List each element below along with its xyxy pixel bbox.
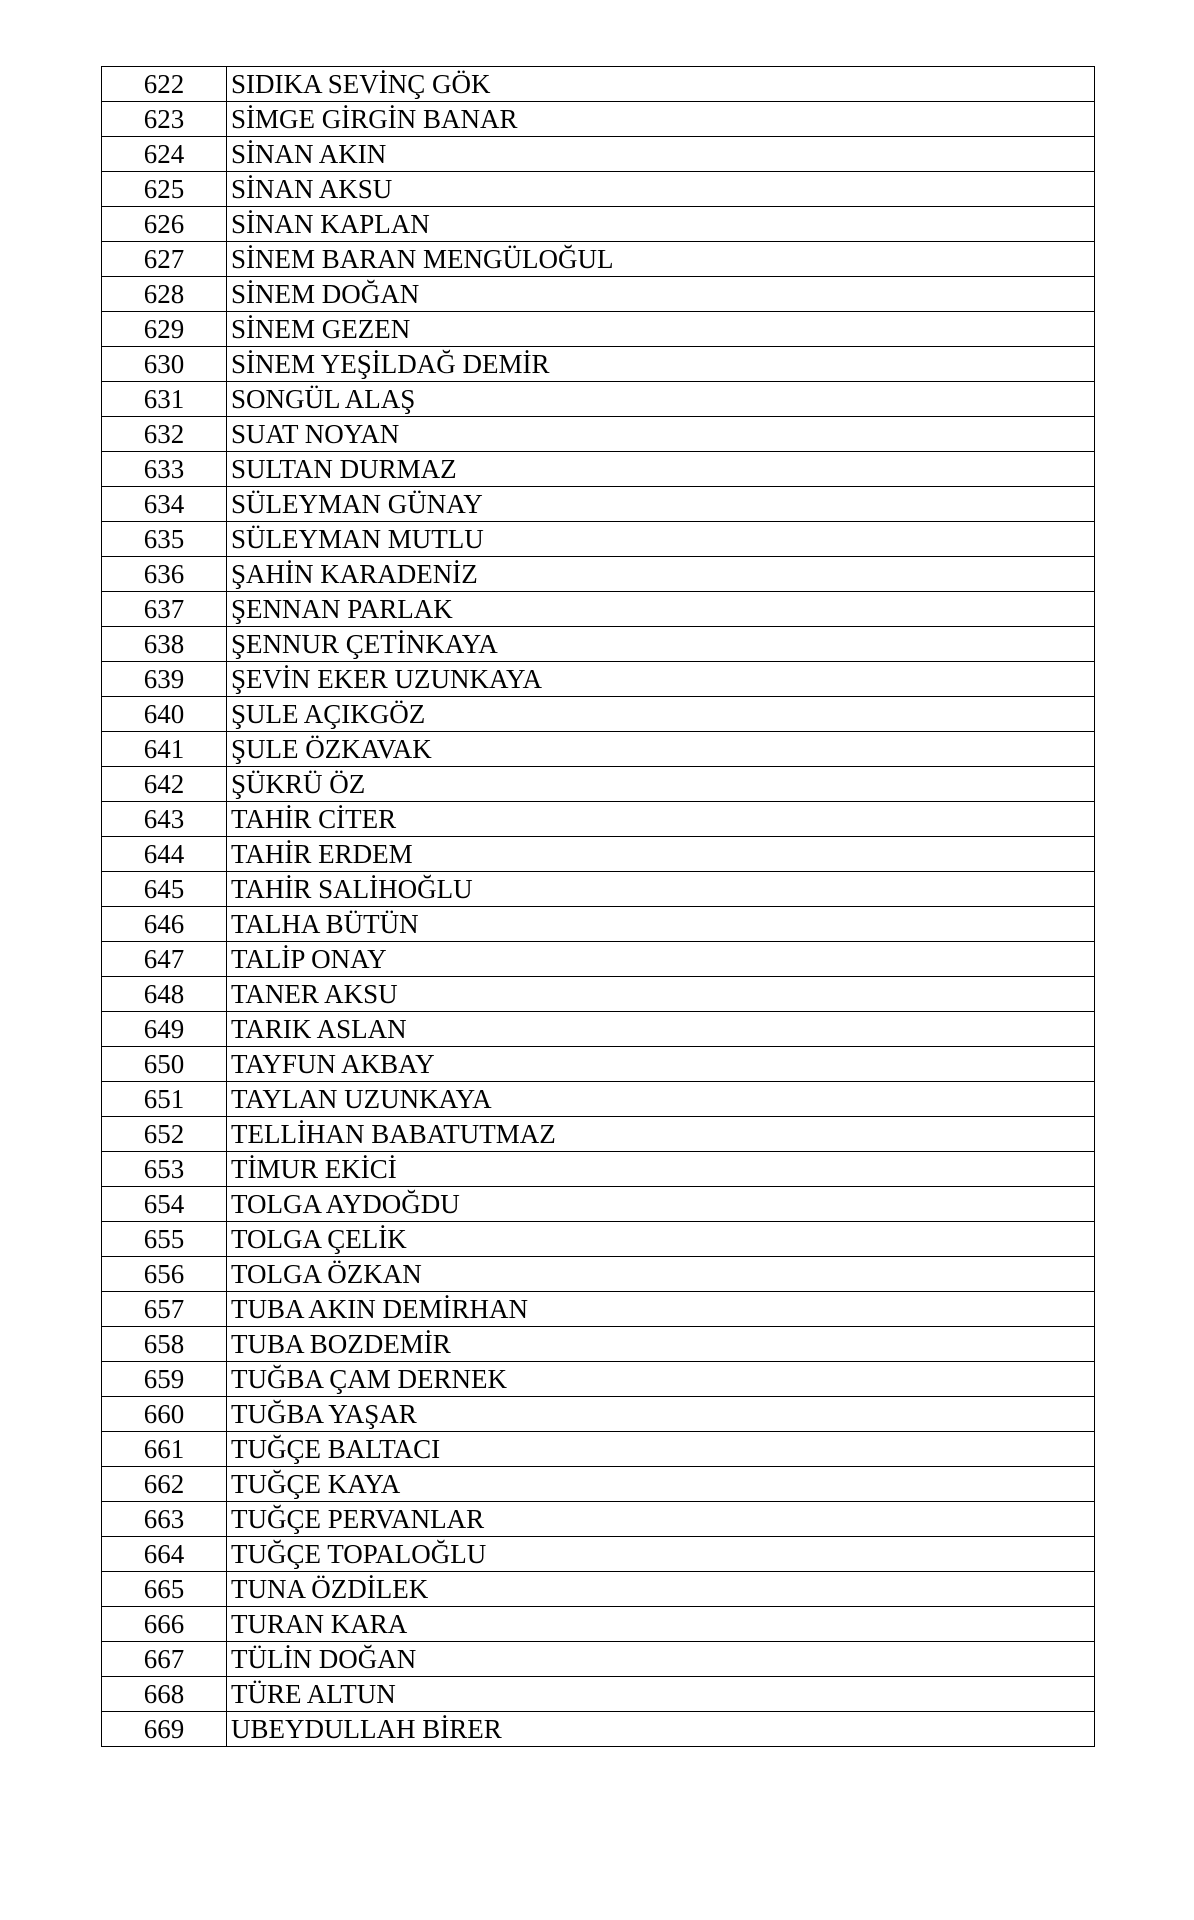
row-number-cell: 635	[102, 522, 227, 557]
row-number-cell: 665	[102, 1572, 227, 1607]
row-number-cell: 644	[102, 837, 227, 872]
table-row	[102, 837, 1095, 872]
table-row	[102, 102, 1095, 137]
row-name-cell: TUĞÇE KAYA	[227, 1467, 1095, 1502]
table-row	[102, 487, 1095, 522]
row-number-cell: 656	[102, 1257, 227, 1292]
row-number-cell: 628	[102, 277, 227, 312]
name-list-table	[101, 66, 1095, 1747]
row-number-cell: 666	[102, 1607, 227, 1642]
row-name-cell: TOLGA ÖZKAN	[227, 1257, 1095, 1292]
row-name-cell: SIDIKA SEVİNÇ GÖK	[227, 67, 1095, 102]
row-name-cell: TOLGA AYDOĞDU	[227, 1187, 1095, 1222]
row-number-cell: 623	[102, 102, 227, 137]
table-row	[102, 942, 1095, 977]
table-row	[102, 1327, 1095, 1362]
row-number-cell: 639	[102, 662, 227, 697]
table-row	[102, 522, 1095, 557]
row-name-cell: ŞENNUR ÇETİNKAYA	[227, 627, 1095, 662]
row-number-cell: 642	[102, 767, 227, 802]
table-row	[102, 1607, 1095, 1642]
row-number-cell: 668	[102, 1677, 227, 1712]
table-row	[102, 592, 1095, 627]
row-name-cell: TUĞBA ÇAM DERNEK	[227, 1362, 1095, 1397]
table-row	[102, 907, 1095, 942]
row-number-cell: 659	[102, 1362, 227, 1397]
row-number-cell: 630	[102, 347, 227, 382]
row-number-cell: 654	[102, 1187, 227, 1222]
row-name-cell: TÜRE ALTUN	[227, 1677, 1095, 1712]
row-name-cell: TALİP ONAY	[227, 942, 1095, 977]
table-row	[102, 67, 1095, 102]
table-row	[102, 1712, 1095, 1747]
row-number-cell: 661	[102, 1432, 227, 1467]
table-row	[102, 1152, 1095, 1187]
row-name-cell: TİMUR EKİCİ	[227, 1152, 1095, 1187]
row-name-cell: TAYLAN UZUNKAYA	[227, 1082, 1095, 1117]
row-name-cell: SİNAN KAPLAN	[227, 207, 1095, 242]
row-name-cell: TAHİR ERDEM	[227, 837, 1095, 872]
row-number-cell: 651	[102, 1082, 227, 1117]
row-number-cell: 646	[102, 907, 227, 942]
row-name-cell: SİNEM BARAN MENGÜLOĞUL	[227, 242, 1095, 277]
table-row	[102, 1187, 1095, 1222]
row-number-cell: 663	[102, 1502, 227, 1537]
row-number-cell: 652	[102, 1117, 227, 1152]
row-name-cell: ŞULE AÇIKGÖZ	[227, 697, 1095, 732]
row-number-cell: 647	[102, 942, 227, 977]
row-name-cell: TARIK ASLAN	[227, 1012, 1095, 1047]
table-row	[102, 137, 1095, 172]
row-name-cell: SİNAN AKSU	[227, 172, 1095, 207]
row-name-cell: SİNEM GEZEN	[227, 312, 1095, 347]
table-row	[102, 1502, 1095, 1537]
row-name-cell: SULTAN DURMAZ	[227, 452, 1095, 487]
table-row	[102, 207, 1095, 242]
table-row	[102, 242, 1095, 277]
table-body	[102, 67, 1095, 1747]
row-number-cell: 660	[102, 1397, 227, 1432]
table-row	[102, 767, 1095, 802]
row-name-cell: TANER AKSU	[227, 977, 1095, 1012]
row-number-cell: 648	[102, 977, 227, 1012]
table-row	[102, 872, 1095, 907]
row-name-cell: SÜLEYMAN GÜNAY	[227, 487, 1095, 522]
table-row	[102, 277, 1095, 312]
row-number-cell: 626	[102, 207, 227, 242]
table-row	[102, 1467, 1095, 1502]
row-number-cell: 669	[102, 1712, 227, 1747]
row-name-cell: TUĞÇE TOPALOĞLU	[227, 1537, 1095, 1572]
table-row	[102, 662, 1095, 697]
table-row	[102, 1432, 1095, 1467]
row-number-cell: 627	[102, 242, 227, 277]
row-number-cell: 636	[102, 557, 227, 592]
table-row	[102, 417, 1095, 452]
table-row	[102, 1397, 1095, 1432]
row-number-cell: 624	[102, 137, 227, 172]
table-row	[102, 977, 1095, 1012]
table-row	[102, 382, 1095, 417]
row-number-cell: 633	[102, 452, 227, 487]
table-row	[102, 347, 1095, 382]
table-row	[102, 1012, 1095, 1047]
row-number-cell: 658	[102, 1327, 227, 1362]
row-name-cell: TUĞÇE BALTACI	[227, 1432, 1095, 1467]
row-name-cell: TÜLİN DOĞAN	[227, 1642, 1095, 1677]
table-row	[102, 1222, 1095, 1257]
table-row	[102, 172, 1095, 207]
row-name-cell: ŞENNAN PARLAK	[227, 592, 1095, 627]
table-row	[102, 557, 1095, 592]
row-name-cell: SİNEM YEŞİLDAĞ DEMİR	[227, 347, 1095, 382]
row-name-cell: ŞÜKRÜ ÖZ	[227, 767, 1095, 802]
row-number-cell: 657	[102, 1292, 227, 1327]
table-row	[102, 1642, 1095, 1677]
row-name-cell: SONGÜL ALAŞ	[227, 382, 1095, 417]
row-number-cell: 643	[102, 802, 227, 837]
table-row	[102, 1677, 1095, 1712]
row-number-cell: 664	[102, 1537, 227, 1572]
row-number-cell: 649	[102, 1012, 227, 1047]
row-number-cell: 629	[102, 312, 227, 347]
row-name-cell: SİNAN AKIN	[227, 137, 1095, 172]
row-name-cell: SUAT NOYAN	[227, 417, 1095, 452]
row-name-cell: TAHİR CİTER	[227, 802, 1095, 837]
table-row	[102, 1117, 1095, 1152]
table-row	[102, 452, 1095, 487]
row-number-cell: 632	[102, 417, 227, 452]
row-name-cell: TAHİR SALİHOĞLU	[227, 872, 1095, 907]
row-name-cell: UBEYDULLAH BİRER	[227, 1712, 1095, 1747]
row-name-cell: ŞAHİN KARADENİZ	[227, 557, 1095, 592]
row-number-cell: 634	[102, 487, 227, 522]
row-name-cell: TUBA AKIN DEMİRHAN	[227, 1292, 1095, 1327]
row-name-cell: SİNEM DOĞAN	[227, 277, 1095, 312]
table-row	[102, 802, 1095, 837]
row-name-cell: TAYFUN AKBAY	[227, 1047, 1095, 1082]
row-number-cell: 631	[102, 382, 227, 417]
row-number-cell: 622	[102, 67, 227, 102]
row-number-cell: 662	[102, 1467, 227, 1502]
row-number-cell: 638	[102, 627, 227, 662]
table-row	[102, 732, 1095, 767]
row-name-cell: TUNA ÖZDİLEK	[227, 1572, 1095, 1607]
table-row	[102, 697, 1095, 732]
table-row	[102, 1572, 1095, 1607]
row-name-cell: SİMGE GİRGİN BANAR	[227, 102, 1095, 137]
row-name-cell: TUĞBA YAŞAR	[227, 1397, 1095, 1432]
row-number-cell: 655	[102, 1222, 227, 1257]
row-number-cell: 650	[102, 1047, 227, 1082]
row-name-cell: ŞEVİN EKER UZUNKAYA	[227, 662, 1095, 697]
table-row	[102, 1047, 1095, 1082]
row-name-cell: TUĞÇE PERVANLAR	[227, 1502, 1095, 1537]
row-name-cell: TURAN KARA	[227, 1607, 1095, 1642]
table-row	[102, 1537, 1095, 1572]
row-number-cell: 653	[102, 1152, 227, 1187]
row-name-cell: ŞULE ÖZKAVAK	[227, 732, 1095, 767]
row-name-cell: SÜLEYMAN MUTLU	[227, 522, 1095, 557]
row-number-cell: 637	[102, 592, 227, 627]
row-number-cell: 667	[102, 1642, 227, 1677]
table-row	[102, 1292, 1095, 1327]
row-number-cell: 641	[102, 732, 227, 767]
row-name-cell: TALHA BÜTÜN	[227, 907, 1095, 942]
table-row	[102, 1082, 1095, 1117]
row-number-cell: 645	[102, 872, 227, 907]
table-row	[102, 1257, 1095, 1292]
row-name-cell: TOLGA ÇELİK	[227, 1222, 1095, 1257]
row-number-cell: 625	[102, 172, 227, 207]
table-row	[102, 312, 1095, 347]
table-row	[102, 1362, 1095, 1397]
row-name-cell: TELLİHAN BABATUTMAZ	[227, 1117, 1095, 1152]
row-number-cell: 640	[102, 697, 227, 732]
table-row	[102, 627, 1095, 662]
row-name-cell: TUBA BOZDEMİR	[227, 1327, 1095, 1362]
